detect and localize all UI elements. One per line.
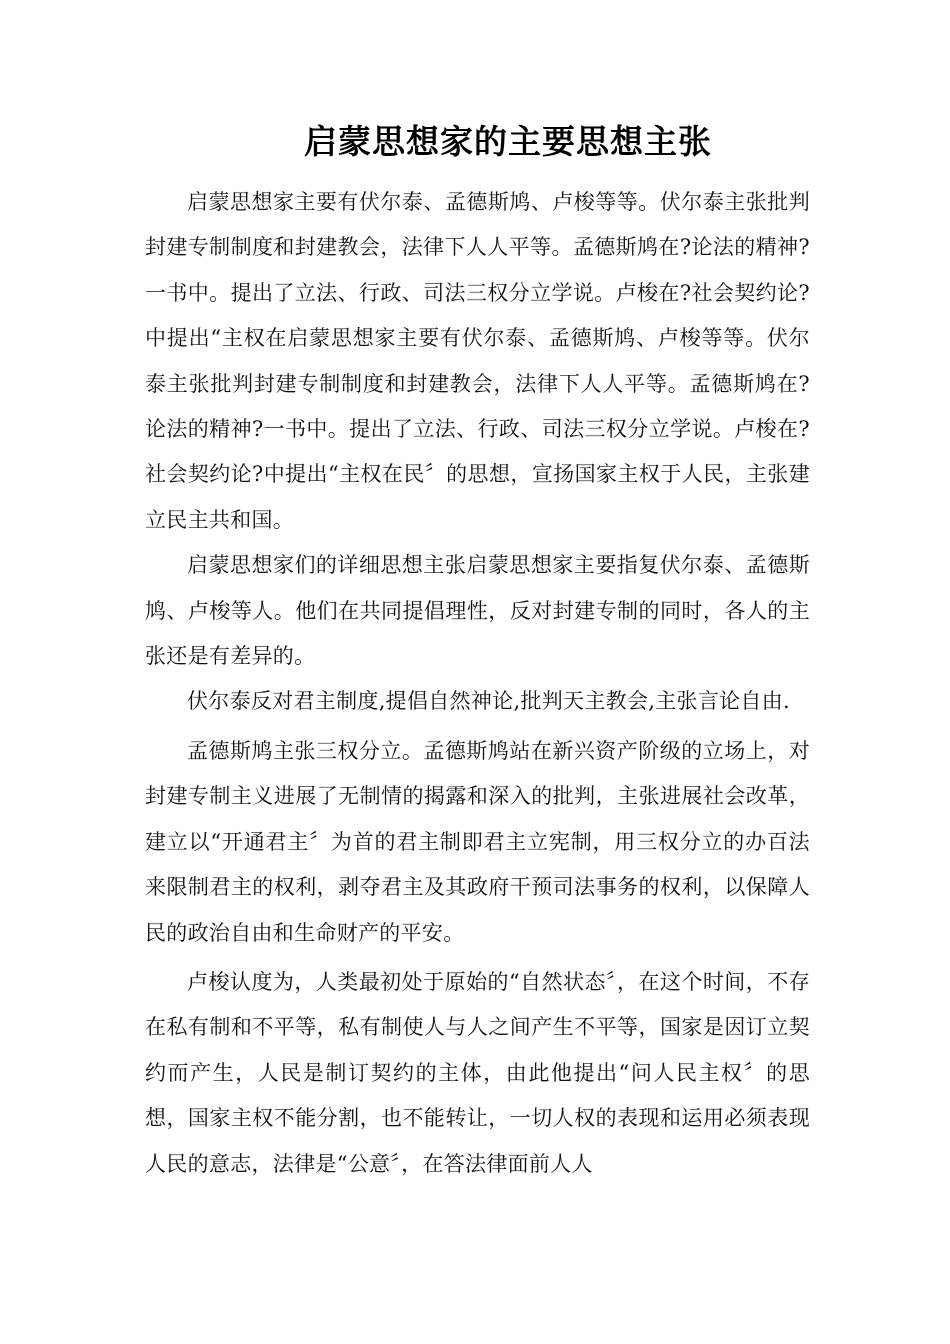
paragraph-voltaire: 伏尔泰反对君主制度,提倡自然神论,批判天主教会,主张言论自由. (187, 689, 790, 714)
paragraph-montesquieu: 孟德斯鸠主张三权分立。孟德斯鸠站在新兴资产阶级的立场上，对封建专制主义进展了无制情的揭露和深入的批判，主张进展社会改革，建立以“开通君主〞为首的君主制即君主立宪制，用三权分立的办百法来限制君主的权利，剥夺君主及其政府干预司法事务的权利，以保障人民的政治自由和生命财产的平安。 (145, 738, 810, 945)
paragraph-detailed-ideas: 启蒙思想家们的详细思想主张启蒙思想家主要指复伏尔泰、孟德斯鸠、卢梭等人。他们在共同提倡理性，反对封建专制的同时，各人的主张还是有差异的。 (145, 553, 810, 669)
paragraph-enlightenment-overview: 启蒙思想家主要有伏尔泰、孟德斯鸠、卢梭等等。伏尔泰主张批判封建专制制度和封建教会，法律下人人平等。孟德斯鸠在?论法的精神?一书中。提出了立法、行政、司法三权分立学说。卢梭在?社会契约论?中提出“主权在启蒙思想家主要有伏尔泰、孟德斯鸠、卢梭等等。伏尔泰主张批判封建专制制度和封建教会，法律下人人平等。孟德斯鸠在?论法的精神?一书中。提出了立法、行政、司法三权分立学说。卢梭在?社会契约论?中提出“主权在民〞的思想，宣扬国家主权于人民，主张建立民主共和国。 (145, 190, 810, 532)
document-body (145, 180, 810, 1187)
paragraph-rousseau: 卢梭认度为，人类最初处于原始的“自然状态〞，在这个时间，不存在私有制和不平等，私有制使人与人之间产生不平等，国家是因订立契约而产生，人民是制订契约的主体，由此他提出“问人民主权〞的思想，国家主权不能分割，也不能转让，一切人权的表现和运用必须表现人民的意志，法律是“公意〞，在答法律面前人人 (145, 969, 810, 1176)
document-title: 启蒙思想家的主要思想主张 (304, 122, 712, 161)
